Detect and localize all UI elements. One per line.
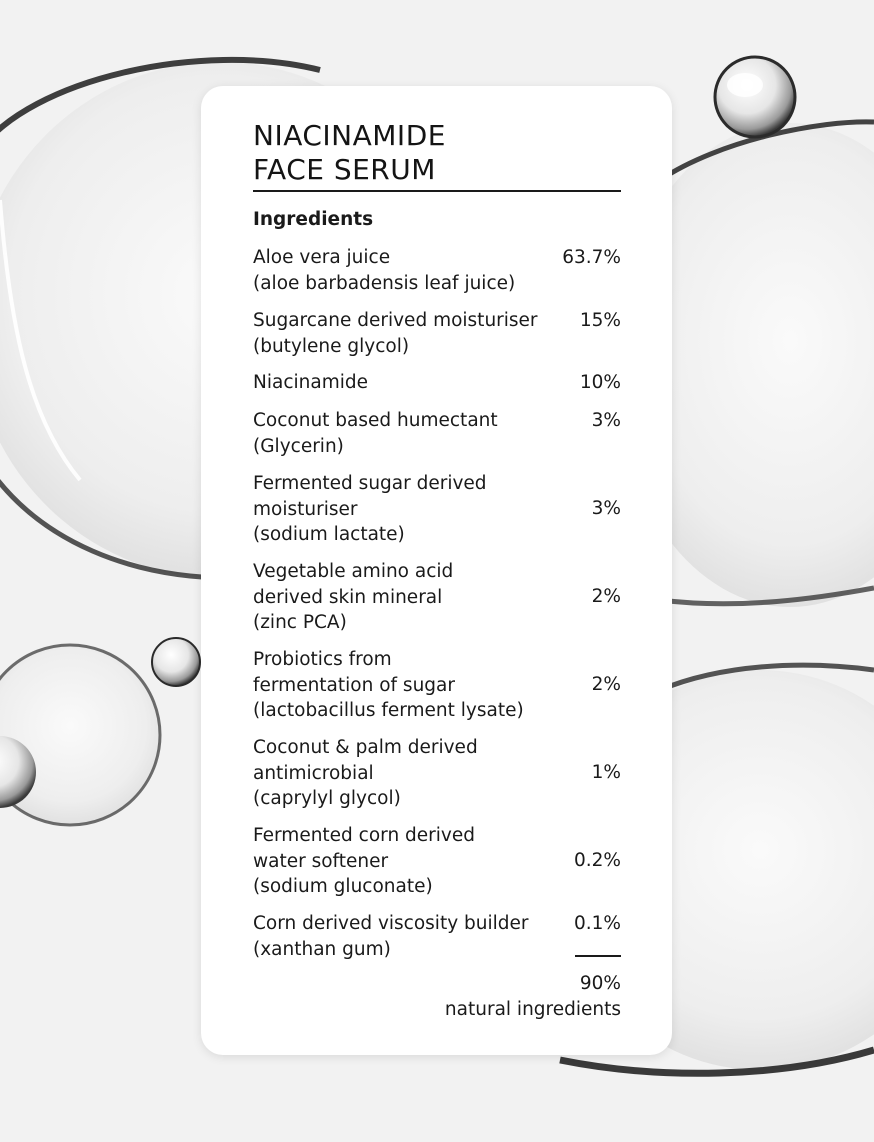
- ingredient-name: [253, 245, 563, 296]
- small-droplet-top-right: [715, 57, 795, 137]
- ingredient-name: [253, 308, 563, 359]
- ingredient-row: [253, 408, 621, 459]
- ingredient-percent: 10%: [579, 372, 621, 393]
- product-title-line1: NIACINAMIDE: [253, 119, 446, 152]
- total-label: natural ingredients: [444, 999, 621, 1020]
- ingredient-line: Niacinamide: [253, 372, 368, 393]
- ingredient-line: (aloe barbadensis leaf juice): [253, 272, 516, 294]
- ingredient-line: (lactobacillus ferment lysate): [253, 700, 524, 721]
- ingredient-line: (Glycerin): [253, 435, 344, 457]
- ingredient-name: [253, 471, 563, 548]
- ingredient-row: [253, 911, 621, 962]
- ingredient-row: [253, 735, 621, 812]
- ingredient-percent: 3%: [591, 410, 621, 431]
- droplet-left-middle: [0, 645, 160, 825]
- ingredient-percent: 2%: [591, 586, 621, 607]
- ingredient-line: (zinc PCA): [253, 612, 347, 633]
- product-title: [253, 119, 446, 187]
- ingredient-line: (xanthan gum): [253, 938, 391, 960]
- ingredient-percent: 2%: [591, 674, 621, 695]
- ingredient-line: Corn derived viscosity builder: [253, 913, 529, 934]
- ingredient-line: Sugarcane derived moisturiser: [253, 310, 538, 331]
- ingredient-line: (caprylyl glycol): [253, 788, 401, 809]
- ingredient-percent: 3%: [591, 498, 621, 519]
- ingredient-line: moisturiser: [253, 498, 358, 520]
- ingredient-line: antimicrobial: [253, 762, 374, 784]
- ingredient-name: [253, 559, 563, 636]
- ingredient-line: fermentation of sugar: [253, 674, 455, 696]
- ingredient-name: [253, 823, 563, 900]
- ingredient-line: (sodium lactate): [253, 524, 405, 545]
- ingredient-line: Coconut & palm derived: [253, 737, 478, 758]
- ingredient-name: [253, 408, 563, 459]
- ingredient-row: [253, 647, 621, 724]
- ingredient-row: [253, 370, 621, 396]
- ingredient-row: [253, 245, 621, 296]
- ingredient-name: [253, 911, 563, 962]
- title-divider: [253, 190, 621, 192]
- ingredient-percent: 0.2%: [574, 850, 621, 871]
- ingredient-percent: 1%: [591, 762, 621, 783]
- ingredient-name: [253, 647, 563, 724]
- ingredient-row: [253, 308, 621, 359]
- ingredient-line: (sodium gluconate): [253, 876, 433, 897]
- ingredient-line: (butylene glycol): [253, 335, 410, 357]
- ingredient-percent: 63.7%: [562, 247, 621, 268]
- ingredient-line: Fermented corn derived: [253, 825, 475, 846]
- total-divider: [575, 955, 621, 957]
- ingredient-line: water softener: [253, 850, 389, 872]
- ingredient-line: Fermented sugar derived: [253, 473, 487, 494]
- ingredient-name: [253, 735, 563, 812]
- ingredient-name: [253, 370, 563, 396]
- ingredient-percent: 0.1%: [574, 913, 621, 934]
- ingredient-line: Aloe vera juice: [253, 247, 391, 268]
- small-droplet-left: [152, 638, 200, 686]
- total-percent: 90%: [579, 973, 621, 994]
- ingredient-row: [253, 559, 621, 636]
- product-title-line2: FACE SERUM: [253, 153, 436, 186]
- ingredient-row: [253, 823, 621, 900]
- ingredient-line: Coconut based humectant: [253, 410, 498, 431]
- ingredient-line: Probiotics from: [253, 649, 392, 670]
- ingredient-line: derived skin mineral: [253, 586, 443, 608]
- ingredient-row: [253, 471, 621, 548]
- ingredients-card: [201, 86, 672, 1055]
- ingredient-line: Vegetable amino acid: [253, 561, 454, 582]
- ingredient-percent: 15%: [579, 310, 621, 331]
- ingredients-heading: Ingredients: [253, 209, 374, 230]
